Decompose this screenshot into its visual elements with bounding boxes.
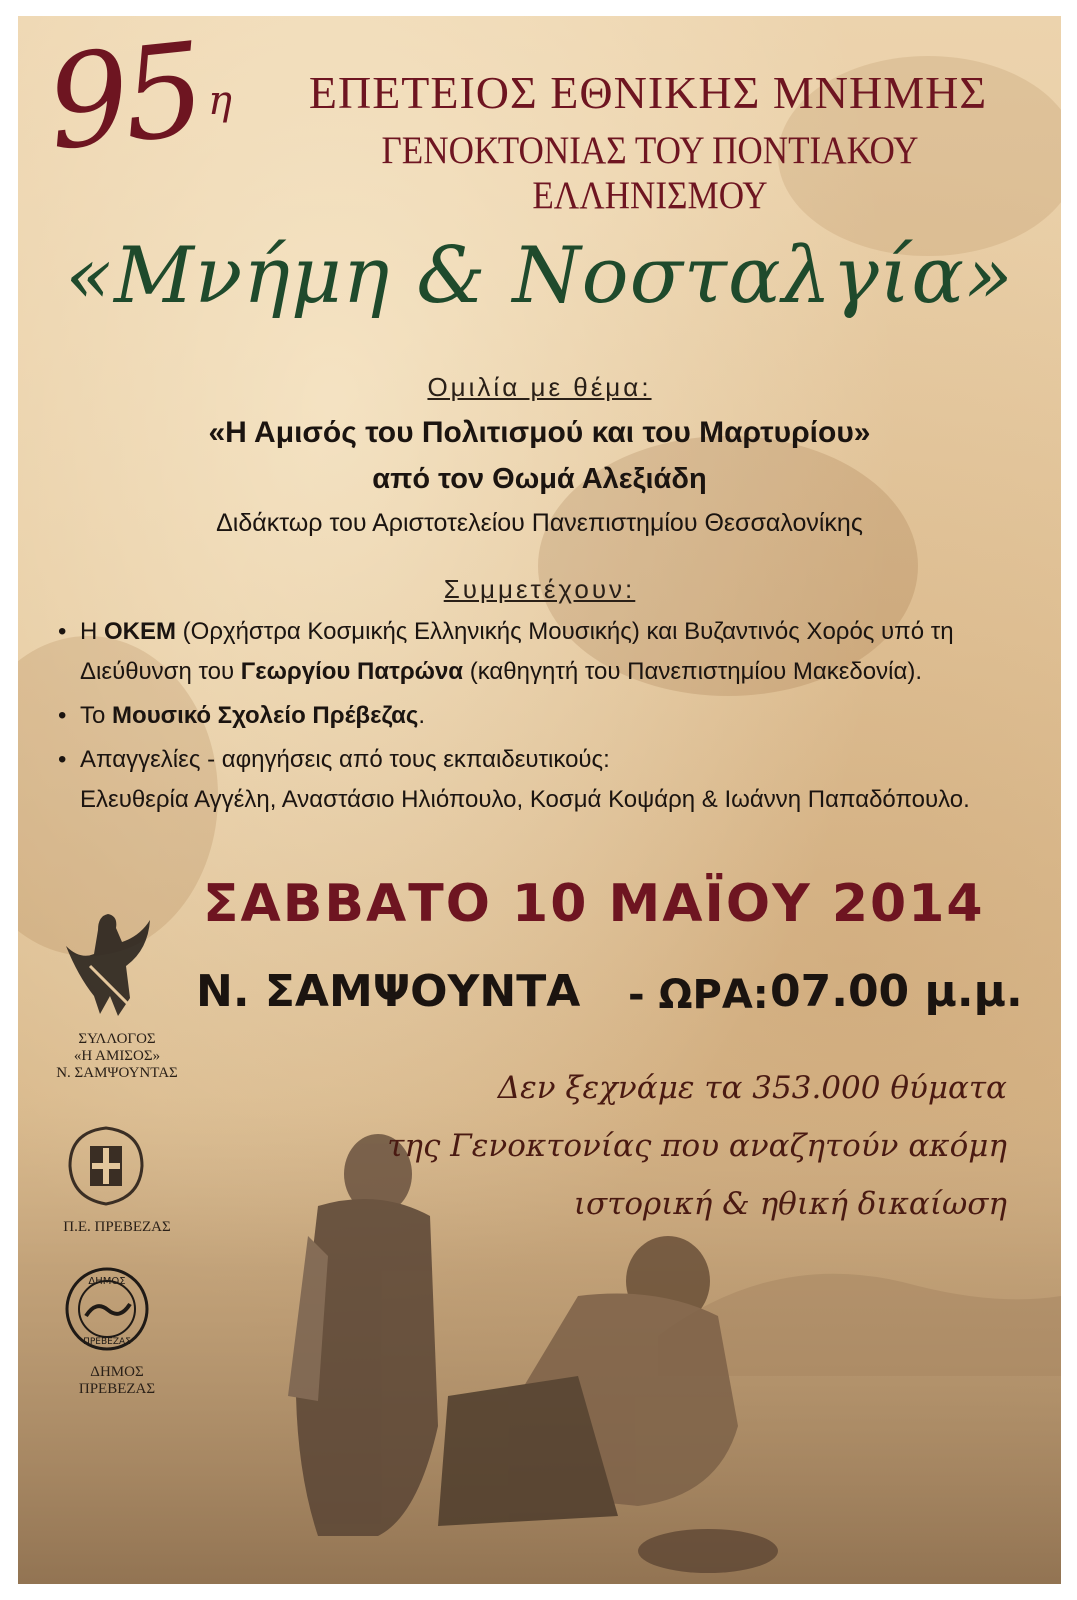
municipality-line2: ΠΡΕΒΕΖΑΣ [78,1381,156,1397]
item-text: . [418,702,426,729]
participants-heading: Συμμετέχουν: [443,574,636,604]
item-bold: ΟΚΕΜ [104,618,176,645]
item-text: Η [80,618,104,645]
slogan: «Μνήμη & Νοσταλγία» [65,231,1014,321]
poster [18,16,1061,1584]
title-line2: ΓΕΝΟΚΤΟΝΙΑΣ ΤΟΥ ΠΟΝΤΙΑΚΟΥ ΕΛΛΗΝΙΣΜΟΥ [381,129,919,217]
association-name [42,1031,192,1082]
greek-coat-of-arms-icon [60,1122,152,1210]
bullet: • [58,618,67,645]
historical-photo [18,1096,1061,1584]
lecture-speaker: από τον Θωμά Αλεξιάδη [372,463,707,495]
item-bold: Μουσικό Σχολείο Πρέβεζας [112,702,419,729]
lecture-title: «Η Αμισός του Πολιτισμού και του Μαρτυρίου» [208,416,871,449]
participant-item-recitals-line2 [58,780,1060,820]
item-text: Διεύθυνση του [80,658,241,685]
item-bold: Γεωργίου Πατρώνα [240,658,464,685]
anniversary-suffix: η [208,78,232,124]
association-line3: Ν. ΣΑΜΨΟΥΝΤΑΣ [56,1065,178,1081]
eagle-emblem-icon [60,906,156,1026]
municipality-name [42,1364,192,1398]
memorial-line1: Δεν ξεχνάμε τα 353.000 θύματα [497,1070,1007,1106]
memorial-line3: ιστορική & ηθική δικαίωση [573,1186,1007,1222]
association-line2: «Η ΑΜΙΣΟΣ» [73,1048,161,1064]
event-time: 07.00 μ.μ. [770,966,1023,1017]
event-time-label: - ΩΡΑ: [628,972,769,1018]
participant-item-okem-line2 [58,652,1060,692]
seal-text-top: ΔΗΜΟΣ [88,1276,126,1287]
region-name: Π.Ε. ΠΡΕΒΕΖΑΣ [63,1219,171,1235]
seal-text-bottom: ΠΡΕΒΕΖΑΣ [83,1337,131,1347]
event-place: Ν. ΣΑΜΨΟΥΝΤΑ [196,966,581,1017]
municipality-line1: ΔΗΜΟΣ [90,1364,144,1380]
item-text: Ελευθερία Αγγέλη, Αναστάσιο Ηλιόπουλο, Κοσμά Κοψάρη & Ιωάννη Παπαδόπουλο. [80,786,970,813]
anniversary-number: 95 [40,16,207,180]
participant-item-okem [58,612,1038,652]
participant-item-recitals [58,740,1038,780]
item-text: Το [80,702,113,729]
municipality-seal-icon [62,1264,152,1354]
title-line1: ΕΠΕΤΕΙΟΣ ΕΘΝΙΚΗΣ ΜΝΗΜΗΣ [308,67,988,118]
lecture-intro: Ομιλία με θέμα: [427,372,652,402]
bullet: • [58,702,67,729]
memorial-line2: της Γενοκτονίας που αναζητούν ακόμη [387,1128,1007,1164]
event-date: ΣΑΒΒΑΤΟ 10 ΜΑΪΟΥ 2014 [203,874,985,934]
participant-item-school [58,696,1038,736]
item-text: Απαγγελίες - αφηγήσεις από τους εκπαιδευτικούς: [80,746,610,773]
item-text: (Ορχήστρα Κοσμικής Ελληνικής Μουσικής) και Βυζαντινός Χορός υπό τη [176,618,954,645]
association-line1: ΣΥΛΛΟΓΟΣ [78,1031,156,1047]
lecture-credential: Διδάκτωρ του Αριστοτελείου Πανεπιστημίου Θεσσαλονίκης [216,509,863,537]
bullet: • [58,746,67,773]
item-text: (καθηγητή του Πανεπιστημίου Μακεδονία). [463,658,923,685]
